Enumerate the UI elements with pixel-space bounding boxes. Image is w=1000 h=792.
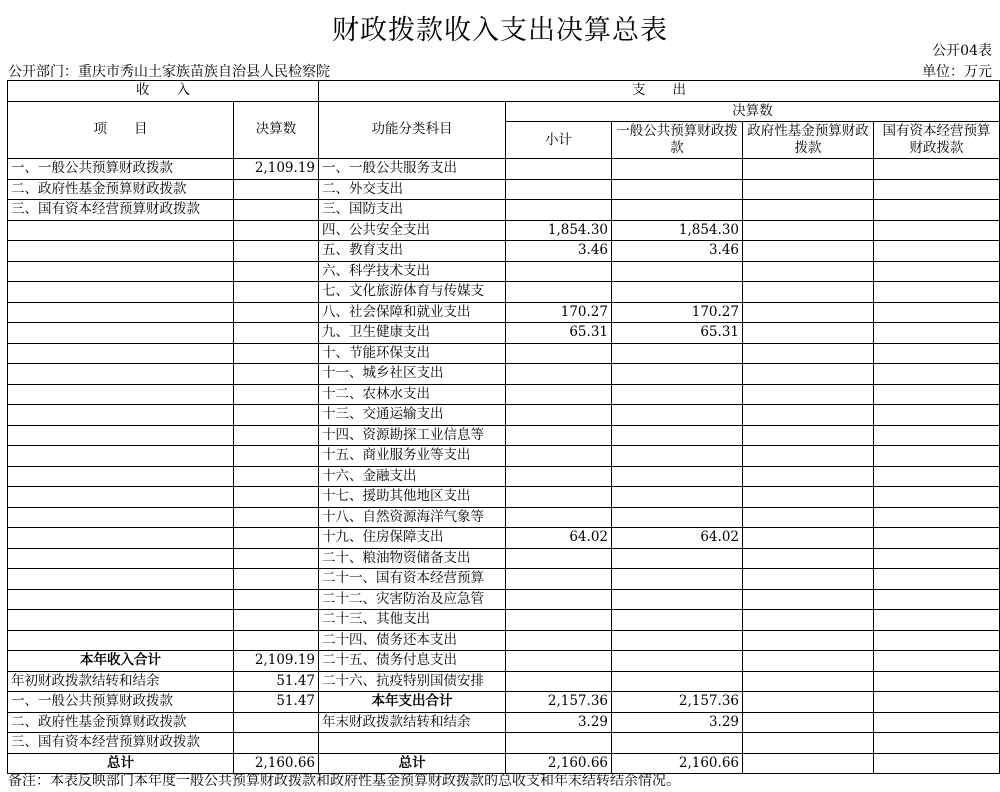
state-capital-cell [874, 425, 1000, 446]
state-capital-cell [874, 671, 1000, 692]
budget-table [7, 80, 1000, 774]
table-row [8, 364, 1000, 385]
table-row [8, 282, 1000, 303]
expense-category-cell: 二十四、债务还本支出 [319, 630, 506, 651]
income-item-cell [8, 364, 234, 385]
general-budget-cell [612, 671, 743, 692]
general-budget-cell: 3.29 [612, 712, 743, 733]
state-capital-cell [874, 343, 1000, 364]
gov-fund-header: 政府性基金预算财政拨款 [743, 122, 874, 159]
income-item-cell [8, 405, 234, 426]
gov-fund-cell [743, 323, 874, 344]
table-row [8, 487, 1000, 508]
gov-fund-cell [743, 651, 874, 672]
income-amount-cell [234, 589, 319, 610]
general-budget-cell [612, 200, 743, 221]
expense-category-cell: 二十三、其他支出 [319, 610, 506, 631]
income-amount-cell: 51.47 [234, 671, 319, 692]
gov-fund-cell [743, 712, 874, 733]
state-capital-cell [874, 200, 1000, 221]
income-amount-cell [234, 220, 319, 241]
subtotal-cell [506, 261, 612, 282]
table-row [8, 630, 1000, 651]
general-budget-cell [612, 630, 743, 651]
state-capital-cell [874, 364, 1000, 385]
state-capital-cell [874, 241, 1000, 262]
subtotal-cell [506, 343, 612, 364]
expense-header: 支 出 [319, 81, 1000, 102]
income-amount-cell [234, 425, 319, 446]
expense-category-cell: 八、社会保障和就业支出 [319, 302, 506, 323]
gov-fund-cell [743, 364, 874, 385]
subtotal-cell [506, 671, 612, 692]
income-amount-cell [234, 179, 319, 200]
state-capital-cell [874, 507, 1000, 528]
income-header: 收 入 [8, 81, 319, 102]
table-row [8, 671, 1000, 692]
expense-category-cell: 二十二、灾害防治及应急管 [319, 589, 506, 610]
income-item-cell [8, 343, 234, 364]
state-capital-cell [874, 466, 1000, 487]
expense-category-cell: 十、节能环保支出 [319, 343, 506, 364]
expense-category-cell: 十九、住房保障支出 [319, 528, 506, 549]
income-amount-cell [234, 528, 319, 549]
income-item-cell: 一、一般公共预算财政拨款 [8, 692, 234, 713]
income-amount-cell [234, 364, 319, 385]
state-capital-header: 国有资本经营预算财政拨款 [874, 122, 1000, 159]
table-row [8, 712, 1000, 733]
gov-fund-cell [743, 528, 874, 549]
income-amount-cell [234, 323, 319, 344]
subtotal-cell [506, 610, 612, 631]
subtotal-cell [506, 384, 612, 405]
income-item-cell [8, 384, 234, 405]
gov-fund-cell [743, 200, 874, 221]
table-row [8, 343, 1000, 364]
table-row [8, 446, 1000, 467]
general-budget-cell [612, 548, 743, 569]
state-capital-cell [874, 323, 1000, 344]
expense-category-cell: 十五、商业服务业等支出 [319, 446, 506, 467]
subtotal-cell: 65.31 [506, 323, 612, 344]
table-row [8, 220, 1000, 241]
general-budget-cell: 65.31 [612, 323, 743, 344]
income-amount-cell [234, 712, 319, 733]
income-item-cell [8, 487, 234, 508]
general-budget-cell [612, 589, 743, 610]
income-amount-cell [234, 302, 319, 323]
subtotal-cell [506, 569, 612, 590]
income-item-cell: 总计 [8, 753, 234, 774]
table-row [8, 323, 1000, 344]
subtotal-cell: 64.02 [506, 528, 612, 549]
gov-fund-cell [743, 220, 874, 241]
state-capital-cell [874, 630, 1000, 651]
income-item-cell [8, 569, 234, 590]
income-item-cell [8, 630, 234, 651]
footnote: 备注：本表反映部门本年度一般公共预算财政拨款和政府性基金预算财政拨款的总收支和年末结转结余情况。 [8, 773, 680, 789]
expense-category-cell: 二十一、国有资本经营预算 [319, 569, 506, 590]
table-row [8, 261, 1000, 282]
income-amount-cell [234, 446, 319, 467]
department-label: 公开部门：重庆市秀山土家族苗族自治县人民检察院 [8, 64, 330, 80]
income-item-cell [8, 610, 234, 631]
table-row [8, 302, 1000, 323]
gov-fund-cell [743, 241, 874, 262]
income-amount-cell [234, 733, 319, 754]
income-amount-cell [234, 405, 319, 426]
state-capital-cell [874, 692, 1000, 713]
expense-category-cell: 本年支出合计 [319, 692, 506, 713]
state-capital-cell [874, 179, 1000, 200]
expense-category-cell: 七、文化旅游体育与传媒支 [319, 282, 506, 303]
gov-fund-cell [743, 692, 874, 713]
expense-category-cell: 十四、资源勘探工业信息等 [319, 425, 506, 446]
expense-category-cell: 年末财政拨款结转和结余 [319, 712, 506, 733]
income-item-cell [8, 302, 234, 323]
state-capital-cell [874, 712, 1000, 733]
gov-fund-cell [743, 487, 874, 508]
table-row [8, 548, 1000, 569]
expense-category-cell: 二十、粮油物资储备支出 [319, 548, 506, 569]
income-item-cell [8, 282, 234, 303]
gov-fund-cell [743, 159, 874, 180]
general-budget-cell [612, 446, 743, 467]
income-item-cell [8, 220, 234, 241]
table-row [8, 692, 1000, 713]
income-item-cell [8, 323, 234, 344]
state-capital-cell [874, 405, 1000, 426]
state-capital-cell [874, 384, 1000, 405]
page-title: 财政拨款收入支出决算总表 [332, 15, 668, 46]
subtotal-cell [506, 159, 612, 180]
general-budget-cell: 170.27 [612, 302, 743, 323]
income-item-cell: 一、一般公共预算财政拨款 [8, 159, 234, 180]
subtotal-cell: 3.46 [506, 241, 612, 262]
subtotal-cell [506, 507, 612, 528]
income-item-cell [8, 446, 234, 467]
income-item-cell [8, 528, 234, 549]
expense-category-cell: 三、国防支出 [319, 200, 506, 221]
expense-category-cell: 十二、农林水支出 [319, 384, 506, 405]
income-amount-cell: 2,160.66 [234, 753, 319, 774]
general-budget-cell [612, 405, 743, 426]
income-amount-cell [234, 466, 319, 487]
general-budget-cell: 2,157.36 [612, 692, 743, 713]
subtotal-cell [506, 425, 612, 446]
gov-fund-cell [743, 733, 874, 754]
expense-category-cell: 九、卫生健康支出 [319, 323, 506, 344]
state-capital-cell [874, 487, 1000, 508]
table-row [8, 384, 1000, 405]
subtotal-cell: 2,160.66 [506, 753, 612, 774]
income-amount-cell [234, 261, 319, 282]
gov-fund-cell [743, 589, 874, 610]
table-row [8, 200, 1000, 221]
income-item-cell: 年初财政拨款结转和结余 [8, 671, 234, 692]
state-capital-cell [874, 651, 1000, 672]
income-item-cell [8, 466, 234, 487]
state-capital-cell [874, 733, 1000, 754]
income-amount-cell [234, 200, 319, 221]
income-amount-cell [234, 241, 319, 262]
general-budget-cell [612, 261, 743, 282]
gov-fund-cell [743, 671, 874, 692]
expense-category-cell: 六、科学技术支出 [319, 261, 506, 282]
expense-category-cell: 十八、自然资源海洋气象等 [319, 507, 506, 528]
income-amount-cell: 2,109.19 [234, 159, 319, 180]
expense-category-cell: 四、公共安全支出 [319, 220, 506, 241]
table-body [8, 159, 1000, 774]
gov-fund-cell [743, 405, 874, 426]
unit-label: 单位：万元 [922, 64, 992, 80]
income-amount-cell [234, 630, 319, 651]
gov-fund-cell [743, 507, 874, 528]
general-budget-cell [612, 425, 743, 446]
general-budget-cell: 3.46 [612, 241, 743, 262]
gov-fund-cell [743, 446, 874, 467]
gov-fund-cell [743, 548, 874, 569]
income-amount-cell: 51.47 [234, 692, 319, 713]
func-category-header: 功能分类科目 [319, 101, 506, 159]
state-capital-cell [874, 753, 1000, 774]
income-amount-cell [234, 487, 319, 508]
income-item-cell [8, 507, 234, 528]
general-budget-cell [612, 651, 743, 672]
subtotal-cell [506, 487, 612, 508]
general-budget-cell [612, 364, 743, 385]
table-row [8, 159, 1000, 180]
table-row [8, 179, 1000, 200]
table-row [8, 569, 1000, 590]
income-amount-cell [234, 548, 319, 569]
gov-fund-cell [743, 425, 874, 446]
general-budget-cell [612, 384, 743, 405]
item-header: 项 目 [8, 101, 234, 159]
general-budget-cell [612, 487, 743, 508]
expense-category-cell: 二十五、债务付息支出 [319, 651, 506, 672]
state-capital-cell [874, 282, 1000, 303]
gov-fund-cell [743, 384, 874, 405]
subtotal-cell [506, 651, 612, 672]
subtotal-cell: 2,157.36 [506, 692, 612, 713]
income-amount-cell [234, 507, 319, 528]
income-amount-cell [234, 343, 319, 364]
income-item-cell [8, 425, 234, 446]
income-amount-cell [234, 384, 319, 405]
income-item-cell: 三、国有资本经营预算财政拨款 [8, 200, 234, 221]
gov-fund-cell [743, 569, 874, 590]
subtotal-cell [506, 589, 612, 610]
income-item-cell [8, 261, 234, 282]
subtotal-header: 小计 [506, 122, 612, 159]
state-capital-cell [874, 528, 1000, 549]
general-budget-cell [612, 159, 743, 180]
subtotal-cell: 3.29 [506, 712, 612, 733]
gov-fund-cell [743, 179, 874, 200]
gov-fund-cell [743, 302, 874, 323]
table-row [8, 241, 1000, 262]
subtotal-cell [506, 630, 612, 651]
expense-category-cell: 一、一般公共服务支出 [319, 159, 506, 180]
table-row [8, 425, 1000, 446]
gov-fund-cell [743, 466, 874, 487]
expense-category-cell: 十三、交通运输支出 [319, 405, 506, 426]
income-item-cell: 二、政府性基金预算财政拨款 [8, 179, 234, 200]
state-capital-cell [874, 302, 1000, 323]
income-amount-cell [234, 569, 319, 590]
table-row [8, 610, 1000, 631]
income-amount-cell: 2,109.19 [234, 651, 319, 672]
table-row [8, 528, 1000, 549]
general-budget-cell [612, 610, 743, 631]
general-budget-cell [612, 343, 743, 364]
table-row [8, 466, 1000, 487]
expense-category-cell: 二、外交支出 [319, 179, 506, 200]
state-capital-cell [874, 548, 1000, 569]
general-budget-header: 一般公共预算财政拨款 [612, 122, 743, 159]
expense-category-cell: 十六、金融支出 [319, 466, 506, 487]
table-row [8, 733, 1000, 754]
form-number: 公开04表 [932, 43, 992, 59]
state-capital-cell [874, 610, 1000, 631]
gov-fund-cell [743, 282, 874, 303]
income-item-cell [8, 589, 234, 610]
gov-fund-cell [743, 753, 874, 774]
income-item-cell [8, 548, 234, 569]
income-amount-cell [234, 282, 319, 303]
gov-fund-cell [743, 630, 874, 651]
expense-category-cell: 二十六、抗疫特别国债安排 [319, 671, 506, 692]
income-item-cell: 三、国有资本经营预算财政拨款 [8, 733, 234, 754]
general-budget-cell: 64.02 [612, 528, 743, 549]
final-amount-group-header: 决算数 [506, 101, 1000, 122]
subtotal-cell [506, 466, 612, 487]
subtotal-cell [506, 200, 612, 221]
state-capital-cell [874, 220, 1000, 241]
general-budget-cell: 2,160.66 [612, 753, 743, 774]
general-budget-cell [612, 282, 743, 303]
income-item-cell: 二、政府性基金预算财政拨款 [8, 712, 234, 733]
expense-category-cell [319, 733, 506, 754]
subtotal-cell: 170.27 [506, 302, 612, 323]
general-budget-cell [612, 179, 743, 200]
expense-category-cell: 十一、城乡社区支出 [319, 364, 506, 385]
subtotal-cell [506, 364, 612, 385]
table-row [8, 589, 1000, 610]
general-budget-cell [612, 733, 743, 754]
table-row [8, 651, 1000, 672]
income-item-cell: 本年收入合计 [8, 651, 234, 672]
table-row [8, 507, 1000, 528]
income-amount-cell [234, 610, 319, 631]
state-capital-cell [874, 589, 1000, 610]
subtotal-cell: 1,854.30 [506, 220, 612, 241]
expense-category-cell: 十七、援助其他地区支出 [319, 487, 506, 508]
gov-fund-cell [743, 343, 874, 364]
gov-fund-cell [743, 261, 874, 282]
expense-category-cell: 五、教育支出 [319, 241, 506, 262]
income-item-cell [8, 241, 234, 262]
general-budget-cell: 1,854.30 [612, 220, 743, 241]
table-row [8, 405, 1000, 426]
state-capital-cell [874, 446, 1000, 467]
subtotal-cell [506, 405, 612, 426]
general-budget-cell [612, 507, 743, 528]
subtotal-cell [506, 179, 612, 200]
subtotal-cell [506, 282, 612, 303]
state-capital-cell [874, 159, 1000, 180]
subtotal-cell [506, 548, 612, 569]
final-amount-header: 决算数 [234, 101, 319, 159]
subtotal-cell [506, 733, 612, 754]
expense-category-cell: 总计 [319, 753, 506, 774]
state-capital-cell [874, 261, 1000, 282]
state-capital-cell [874, 569, 1000, 590]
gov-fund-cell [743, 610, 874, 631]
general-budget-cell [612, 569, 743, 590]
general-budget-cell [612, 466, 743, 487]
subtotal-cell [506, 446, 612, 467]
